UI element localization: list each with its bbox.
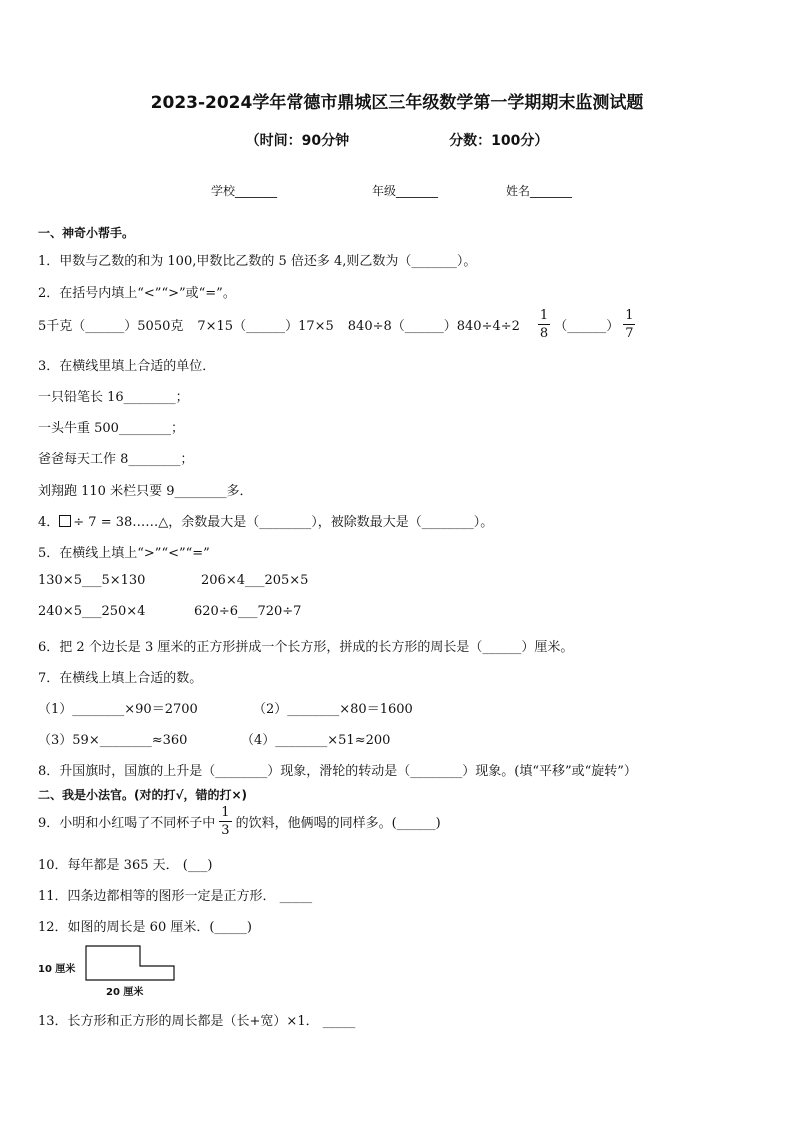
score-label: 分数：100分） [449, 133, 549, 149]
question-13: 13．长方形和正方形的周长都是（长+宽）×1． _____ [38, 1014, 356, 1029]
question-7-text: 7．在横线上填上合适的数。 [38, 671, 203, 686]
question-3-c: 爸爸每天工作 8________； [38, 452, 194, 467]
question-7-a: （1）________×90＝2700 [38, 702, 198, 717]
question-3-d: 刘翔跑 110 米栏只要 9________多． [38, 484, 253, 499]
question-1: 1．甲数与乙数的和为 100,甲数比乙数的 5 倍还多 4,则乙数为（_______）。 [38, 254, 477, 269]
name-field[interactable]: 姓名_______ [506, 184, 573, 198]
question-2-text: 2．在括号内填上“<”“>”或“=”。 [38, 286, 236, 301]
question-5-c: 240×5___250×4 [38, 604, 146, 619]
question-2-d [534, 309, 640, 340]
question-5-text: 5．在横线上填上“>”“<”“=” [38, 546, 210, 561]
question-2-b: 7×15（______）17×5 [197, 319, 334, 334]
question-7-b: （2）________×80＝1600 [253, 702, 413, 717]
question-2-a: 5千克（______）5050克 [38, 319, 184, 334]
question-3-a: 一只铅笔长 16________； [38, 390, 189, 405]
section-1-heading: 一、神奇小帮手。 [38, 226, 135, 240]
question-3-text: 3．在横线里填上合适的单位． [38, 359, 216, 374]
bottom-side-label: 20 厘米 [106, 987, 144, 998]
question-2-items [38, 309, 639, 340]
school-field[interactable]: 学校_______ [211, 184, 278, 198]
question-9: 9．小明和小红喝了不同杯子中 $\frac{1}{3}$ 的饮料，他俩喝的同样多。(______) [38, 805, 441, 838]
question-12: 12．如图的周长是 60 厘米．(_____) [38, 920, 252, 935]
question-8: 8．升国旗时，国旗的上升是（________）现象，滑轮的转动是（________）现象。(填“平移”或“旋转”） [38, 764, 637, 779]
question-5-b: 206×4___205×5 [201, 573, 309, 588]
question-7-d: （4）________×51≈200 [241, 733, 391, 748]
fraction-one-third: $\frac{1}{3}$ [221, 805, 230, 838]
question-10: 10．每年都是 365 天． (___) [38, 858, 213, 873]
question-4: 4． ÷ 7 = 38……△，余数最大是（________），被除数最大是（________）。 [38, 515, 494, 530]
perimeter-figure [38, 944, 198, 999]
exam-subtitle [0, 130, 794, 150]
fraction-one-eighth: $\frac{1}{8}$ [539, 308, 549, 341]
question-7-c: （3）59×________≈360 [38, 733, 188, 748]
left-side-label: 10 厘米 [38, 964, 76, 975]
fraction-one-seventh: $\frac{1}{7}$ [625, 308, 634, 341]
question-2-c: 840÷8（______）840÷4÷2 [347, 319, 520, 334]
question-2-d-blank[interactable]: （______） [554, 319, 620, 334]
time-label: （时间：90分钟 [245, 133, 350, 149]
question-11: 11．四条边都相等的图形一定是正方形． _____ [38, 889, 313, 904]
page-title: 2023-2024学年常德市鼎城区三年级数学第一学期期末监测试题 [150, 93, 644, 113]
question-6: 6．把 2 个边长是 3 厘米的正方形拼成一个长方形，拼成的长方形的周长是（______）厘米。 [38, 640, 574, 655]
grade-field[interactable]: 年级_______ [372, 184, 439, 198]
question-3-b: 一头牛重 500________； [38, 421, 184, 436]
question-5-a: 130×5___5×130 [38, 573, 146, 588]
square-box-icon [59, 515, 71, 527]
question-5-d: 620÷6___720÷7 [194, 604, 302, 619]
section-2-heading: 二、我是小法官。(对的打√，错的打×) [38, 788, 248, 802]
